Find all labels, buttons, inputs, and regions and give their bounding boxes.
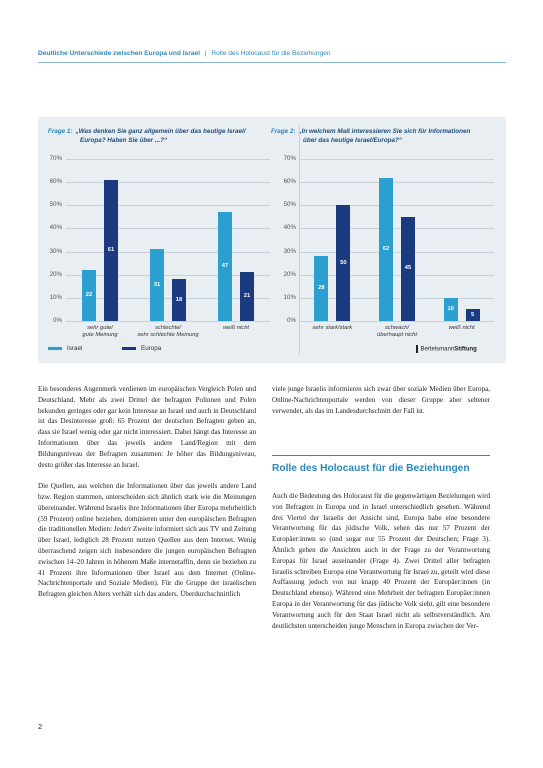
chart1-question-line1: „Was denken Sie ganz allgemein über das heutige Israel/ — [75, 128, 246, 135]
section-rule — [272, 455, 490, 456]
chart2-data-label: 45 — [404, 265, 412, 272]
chart2-question — [271, 128, 470, 145]
chart2-category-label-line: schwach/ — [384, 325, 410, 331]
chart2-question-line1: „In welchem Maß interessieren Sie sich für Informationen — [298, 128, 471, 135]
header-section-title: Rolle des Holocaust für die Beziehungen — [211, 50, 331, 57]
chart2-gridline — [300, 205, 494, 206]
body-paragraph: viele junge Israelis informieren sich zwar über soziale Medien über Europa, Online-Nachrichtenportale werden von dieser Gruppe aber seltener verwendet, als das im Landesdurchschnitt der Fall ist. — [272, 385, 490, 415]
body-paragraph: Die Quellen, aus welchen die Informationen über das jeweils andere Land bzw. Region stammen, unterscheiden sich ähnlich stark wie die Meinungen übereinander. Während Israelis ihre Informationen über Europa mehrheitlich (59 Prozent) online beziehen, dominieren unter den europäischen Befragten die traditionellen Medien: Jede/r Zweite informiert sich aus TV und Zeitung über Israel, lediglich 28 Prozent nutzen Quellen aus dem Internet. Wenig überraschend zeigen sich insbesondere die jungen europäischen Befragten zwischen 14–20 Jahren in höherem Maße internetaffin, denn sie beziehen zu 41 Prozent ihre Informationen über Israel aus dem Internet (Online-Nachrichtenportale und Soziale Medien). Für die Gruppe der israelischen Befragten gleichen Alters verhält sich das anders. Überdurchschnittlich — [38, 482, 256, 599]
chart1-category-label-line: weiß nicht — [222, 325, 250, 331]
chart2-y-tick-label: 40% — [283, 224, 296, 232]
chart1-data-label: 18 — [175, 296, 183, 303]
chart2-category-label-line: sehr stark/stark — [312, 325, 353, 331]
chart2-gridline — [300, 228, 494, 229]
legend-swatch-israel — [48, 347, 62, 351]
chart2-category-label — [422, 325, 502, 332]
chart1-y-tick-label: 20% — [49, 270, 62, 278]
chart2-y-tick-label: 10% — [283, 293, 296, 301]
body-column-right-top — [272, 384, 490, 427]
chart2-gridline — [300, 252, 494, 253]
chart1-y-tick-label: 60% — [49, 178, 62, 186]
chart2-y-tick-label: 20% — [283, 270, 296, 278]
chart1-data-label: 22 — [85, 292, 93, 299]
chart2-gridline — [300, 298, 494, 299]
chart1-gridline — [66, 159, 270, 160]
chart2-gridline — [300, 275, 494, 276]
page-number: 2 — [38, 722, 43, 731]
legend-israel — [48, 345, 82, 352]
legend-label-europa: Europa — [141, 345, 162, 352]
chart2-data-label: 50 — [340, 259, 347, 266]
section-heading: Rolle des Holocaust für die Beziehungen — [272, 463, 470, 474]
chart2-y-tick-label: 0% — [287, 317, 296, 324]
header-rule — [38, 62, 506, 63]
logo-bar-mark — [416, 345, 418, 353]
chart1-category-label-line: sehr schlechte Meinung — [137, 332, 199, 339]
chart1-question — [48, 128, 245, 145]
body-column-right-section — [272, 491, 490, 642]
chart2-question-line2: über das heutige Israel/Europa?“ — [303, 136, 403, 144]
chart1-y-tick-label: 50% — [49, 201, 62, 209]
body-paragraph: Auch die Bedeutung des Holocaust für die gegenwärtigen Beziehungen wird von Befragten in Europa und in Israel unterschiedlich gesehen. Während drei Viertel der Israelis der Ansicht sind, Europa habe eine besondere Verantwortung für das jüdische Volk, sehen das nur 57 Prozent der Europäer:innen so (und sogar nur 55 Prozent der Deutschen; Frage 3). Ähnlich gehen die Ansichten auch in der Frage zu der Verantwortung Europas für Israel auseinander (Frage 4). Zwei Drittel aller befragten Israelis schreiben Europa eine Verantwortung für Israel zu, geteilt wird diese Auffassung jedoch von nur knapp 40 Prozent der Europäer:innen (in Deutschland ebenso). Während eine Mehrheit der befragten Europäer:innen Europa in der Verantwortung für das jüdische Volk sieht, gilt eine besondere Verantwortung auch für den Staat Israel nicht als selbstverständlich. Am deutlichsten unterscheiden junge Menschen in Europa zwischen der Ver- — [272, 492, 490, 630]
chart1-y-tick-label: 30% — [49, 247, 62, 255]
chart1-y-tick-label: 70% — [49, 155, 62, 162]
chart2-y-tick-label: 30% — [283, 247, 296, 255]
chart1-y-tick-label: 40% — [49, 224, 62, 232]
running-header — [38, 50, 508, 57]
chart1-gridline — [66, 205, 270, 206]
chart2-gridline — [300, 159, 494, 160]
chart2-category-label-line: weiß nicht — [448, 325, 475, 331]
chart2-data-label: 10 — [447, 305, 454, 312]
chart1-category-label-line: gute Meinung — [82, 332, 118, 339]
chart2-question-label: Frage 2: — [271, 128, 296, 135]
legend-label-israel: Israel — [67, 345, 83, 352]
chart2-y-tick-label: 60% — [283, 178, 296, 186]
body-column-left — [38, 384, 256, 611]
chart2-category-label-line: überhaupt nicht — [377, 332, 417, 339]
chart1-data-label: 31 — [153, 281, 161, 288]
chart2-gridline — [300, 182, 494, 183]
chart1-data-label: 47 — [221, 263, 229, 270]
chart1-gridline — [66, 252, 270, 253]
chart1-category-label — [196, 325, 276, 332]
chart2-gridline — [300, 321, 494, 322]
chart1-y-tick-label: 10% — [49, 293, 62, 301]
chart2-data-label: 62 — [382, 245, 390, 252]
header-separator: | — [204, 50, 207, 57]
chart1-category-label-line: schlechte/ — [154, 325, 182, 331]
header-chapter-title: Deutliche Unterschiede zwischen Europa und Israel — [38, 50, 200, 57]
figure-panel — [38, 117, 506, 363]
chart2-y-tick-label: 70% — [283, 155, 296, 162]
chart1-data-label: 61 — [107, 246, 115, 253]
logo-text-part1: Bertelsmann — [420, 346, 455, 353]
chart1-category-label-line: sehr gute/ — [87, 325, 113, 331]
chart2-data-label: 5 — [471, 311, 475, 318]
chart1-data-label: 21 — [243, 293, 251, 300]
chart1-question-line2: Europa? Haben Sie über ...?“ — [80, 136, 168, 144]
chart1-gridline — [66, 228, 270, 229]
chart1-gridline — [66, 321, 270, 322]
bertelsmann-stiftung-logo — [416, 345, 477, 353]
chart2-y-tick-label: 50% — [283, 201, 296, 209]
body-paragraph: Ein besonderes Augenmerk verdienen im europäischen Vergleich Polen und Deutschland. Mehr als zwei Drittel der befragten Polinnen und Polen bekunden geringes oder gar kein Interesse an Israel und auch in Deutschland ist das Desinteresse groß: 65 Prozent der deutschen Befragten geben an, dass sie Israel wenig oder gar nicht interessiert. Dabei hängt das Interesse an Informationen über das jeweils andere Land/Region mit dem Bildungsniveau der Befragten zusammen: Je höher das Bildungsniveau, desto größer das Interesse an Israel. — [38, 385, 256, 469]
chart1-question-label: Frage 1: — [48, 128, 73, 135]
legend-europa — [122, 345, 161, 352]
chart1-y-tick-label: 0% — [53, 317, 62, 324]
legend-swatch-europa — [122, 347, 136, 351]
logo-text-part2: Stiftung — [454, 346, 477, 353]
chart1-gridline — [66, 182, 270, 183]
chart2-data-label: 28 — [318, 285, 325, 292]
